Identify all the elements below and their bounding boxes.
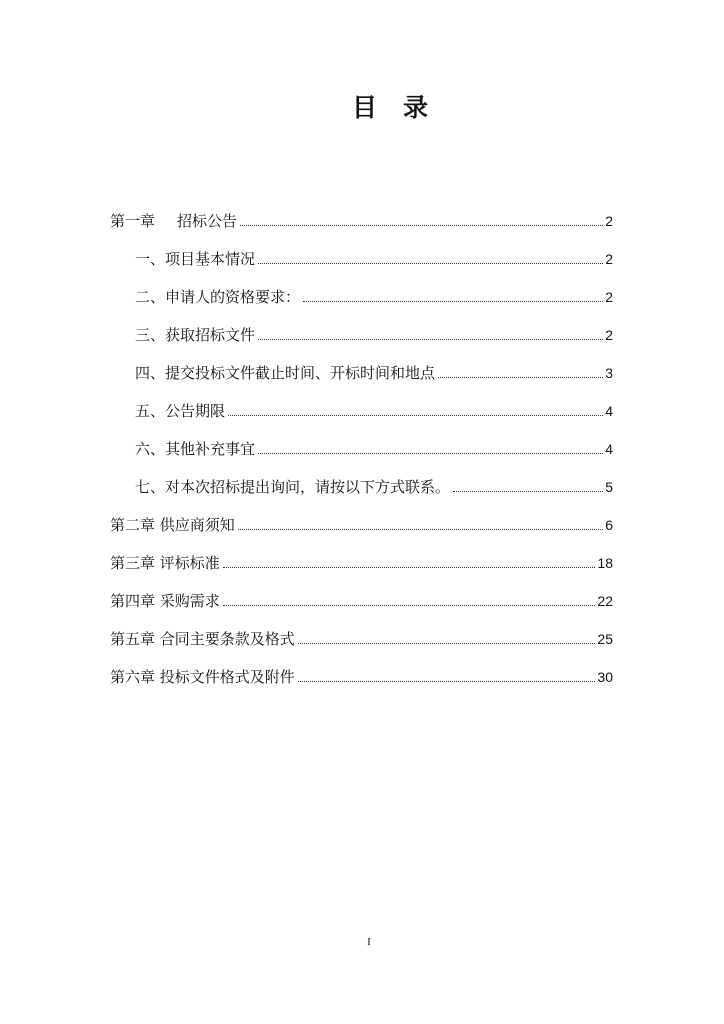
dot-leader xyxy=(258,453,603,454)
toc-entry-label: 七、对本次招标提出询问，请按以下方式联系。 xyxy=(135,478,451,496)
dot-leader xyxy=(298,643,596,644)
toc-entry-label: 第五章 合同主要条款及格式 xyxy=(110,630,295,648)
dot-leader xyxy=(438,377,603,378)
toc-entry-page: 2 xyxy=(605,213,613,229)
toc-entry-label: 第三章 评标标准 xyxy=(110,554,220,572)
toc-entry-label: 六、其他补充事宜 xyxy=(135,440,256,458)
toc-entry-section-6[interactable] xyxy=(135,436,613,458)
toc-entry-page: 22 xyxy=(597,593,613,609)
toc-entry-section-2[interactable] xyxy=(135,284,613,306)
dot-leader xyxy=(258,339,603,340)
toc-entry-label: 第四章 采购需求 xyxy=(110,592,220,610)
dot-leader xyxy=(223,567,596,568)
toc-entry-label: 五、公告期限 xyxy=(135,402,226,420)
dot-leader xyxy=(240,225,603,226)
dot-leader xyxy=(238,529,603,530)
toc-entry-label: 二、申请人的资格要求： xyxy=(135,288,301,306)
dot-leader xyxy=(453,491,603,492)
toc-entry-page: 2 xyxy=(605,327,613,343)
toc-entry-page: 30 xyxy=(597,669,613,685)
toc-entry-label: 第六章 投标文件格式及附件 xyxy=(110,668,295,686)
toc-entry-chapter-4[interactable] xyxy=(110,588,613,610)
toc-entry-section-3[interactable] xyxy=(135,322,613,344)
toc-entry-section-4[interactable] xyxy=(135,360,613,382)
toc-entry-page: 3 xyxy=(605,365,613,381)
toc-entry-chapter-3[interactable] xyxy=(110,550,613,572)
toc-entry-label: 第二章 供应商须知 xyxy=(110,516,235,534)
toc-entry-page: 6 xyxy=(605,517,613,533)
toc-entry-page: 2 xyxy=(605,289,613,305)
toc-entry-label: 三、获取招标文件 xyxy=(135,326,256,344)
toc-entry-chapter-5[interactable] xyxy=(110,626,613,648)
toc-entry-page: 25 xyxy=(597,631,613,647)
toc-entry-page: 2 xyxy=(605,251,613,267)
toc-entry-page: 18 xyxy=(597,555,613,571)
toc-entry-section-1[interactable] xyxy=(135,246,613,268)
toc-entry-page: 4 xyxy=(605,441,613,457)
toc-entry-section-5[interactable] xyxy=(135,398,613,420)
dot-leader xyxy=(303,301,603,302)
toc-entry-section-7[interactable] xyxy=(135,474,613,496)
toc-entry-label: 四、提交投标文件截止时间、开标时间和地点 xyxy=(135,364,436,382)
dot-leader xyxy=(228,415,603,416)
dot-leader xyxy=(258,263,603,264)
page-number: I xyxy=(367,936,371,948)
toc-title-part2: 录 xyxy=(403,93,429,122)
toc-entry-label: 一、项目基本情况 xyxy=(135,250,256,268)
dot-leader xyxy=(223,605,596,606)
toc-entry-chapter-1[interactable] xyxy=(110,208,613,230)
dot-leader xyxy=(298,681,596,682)
toc-title-part1: 目 xyxy=(351,93,377,122)
toc-entry-chapter-2[interactable] xyxy=(110,512,613,534)
toc-entry-label: 第一章 招标公告 xyxy=(110,212,238,230)
toc-entry-page: 4 xyxy=(605,403,613,419)
toc-entry-page: 5 xyxy=(605,479,613,495)
toc-entry-chapter-6[interactable] xyxy=(110,664,613,686)
